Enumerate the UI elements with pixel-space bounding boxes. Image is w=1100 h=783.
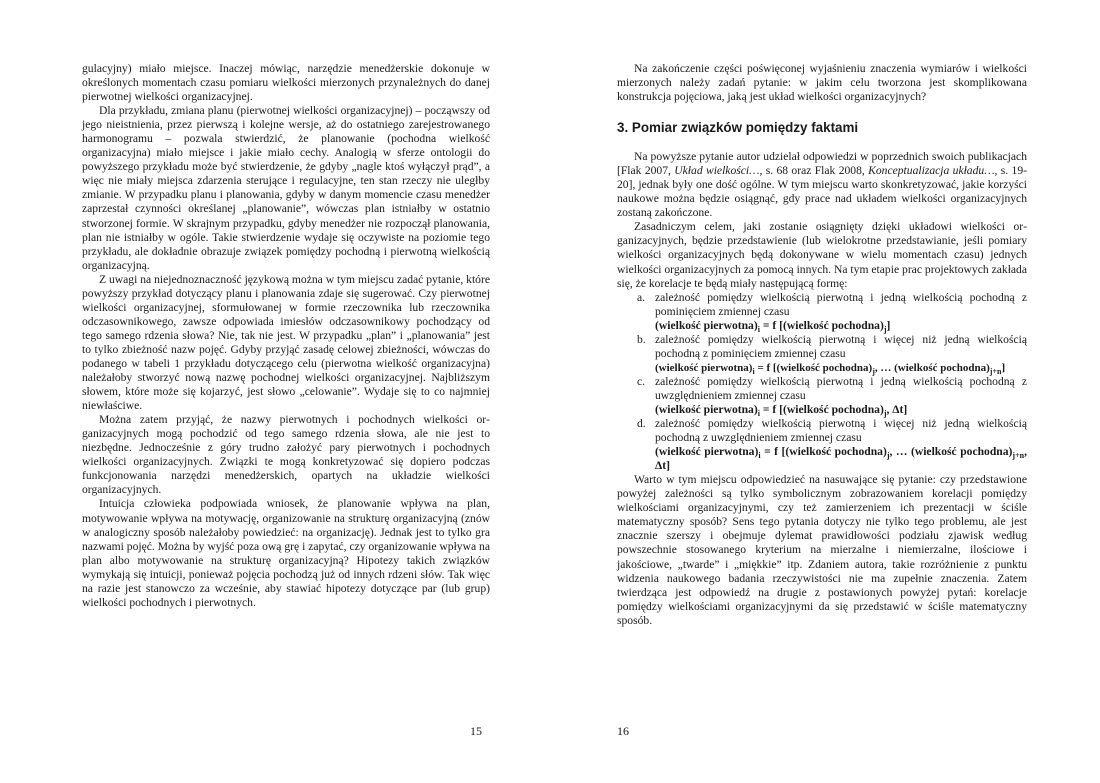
list-item-text: zależność pomiędzy wielkością pierwotną i jedną wielkością pochodną z pominięciem zmiennej czasu xyxy=(655,290,1027,318)
paragraph: Dla przykładu, zmiana planu (pierwotnej wielkości organizacyjnej) – począwszy od jego nieistnienia, przez pierwszą i kolejne wersje, aż do ostatniego zarejestrowanego harmonogramu – pozwala stwierdzić, że planowanie (pochodna wielkość organizacyjna) miało miejsce i jakie miało cechy. Analogią w sferze ontologii do powyższego przykładu może być stwierdzenie, że gdyby „nagle ktoś wyłączył prąd”, a więc nie miały miejsca zdarzenia sterujące i regulacyjne, ten stan rzeczy nie uległby zmianie. W przypadku planu i planowania, gdyby w danym momencie czasu menedżer zaprzestał czynności określanej „planowanie”, wówczas plan istniałby w ostatnio stworzonej formie. W skrajnym przypadku, gdyby menedżer nie rozpoczął planowania, plan nie istniałby w ogóle. Takie stwierdzenie wydaje się oczywiste na poziomie tego przykładu, ale dokładnie obrazuje związek pomiędzy pochodną i pierwotną wielkością organizacyjną. xyxy=(82,104,490,272)
formula-subscript: i xyxy=(757,408,760,418)
formula-part: = f [(wielkość pochodna) xyxy=(759,318,884,332)
list-item xyxy=(617,375,1027,417)
formula-part: (wielkość pierwotna) xyxy=(655,402,758,416)
page-number-left: 15 xyxy=(470,724,482,738)
formula-part: , … (wielkość pochodna) xyxy=(889,445,1013,459)
paragraph-with-citation xyxy=(617,150,1027,220)
paragraph: Można zatem przyjąć, że nazwy pierwotnych i pochodnych wielkości organizacyjnych mogą pochodzić od tego samego rdzenia słowa, ale nie jest to niezbędne. Jednocześnie z góry trudno założyć pary pierwotnych i pochodnych wielkości organizacyjnych. Związki te mogą konkretyzować się dopiero podczas funkcjonowania narzędzi menedżerskich, opartych na układzie wielkości organizacyjnych. xyxy=(82,413,490,497)
formula-part: ] xyxy=(886,318,891,332)
formula-subscript: j xyxy=(883,408,887,418)
citation-title: Układ wielkości… xyxy=(674,164,760,178)
list-item xyxy=(617,333,1027,375)
paragraph: Z uwagi na niejednoznaczność językową można w tym miejscu zadać pytanie, które powyższy przykład dotyczący planu i planowania zdaje się sugerować. Czy pierwotnej wielkości organizacyjnej, sformułowanej w formie rzeczownika lub rzeczownika odczasownikowego, zawsze odpowiada imiesłów odczasownikowy pochodzący od tego samego rdzenia słowa? Nie, tak nie jest. W przypadku „plan” i „planowania” jest to tylko zbieżność nazw pojęć. Gdyby przyjąć zasadę celowej zbieżności, wówczas do podanego w tabeli 1 przykładu dotyczącego celu (pierwotna wielkość organizacyjna) należałoby stworzyć nową nazwę pochodnej wielkości organizacyjnej. Najbliższym słowem, które może się kojarzyć, jest słowo „celowanie”. Wydaje się to co najmniej niewłaściwe. xyxy=(82,272,490,413)
left-page-text xyxy=(82,62,490,610)
formula-part: ] xyxy=(1001,361,1006,374)
paragraph: Zasadniczym celem, jaki zostanie osiągnięty dzięki układowi wielkości organizacyjnych, będzie przedstawienie (lub wielokrotne przedstawianie, jeśli pomiary wielkości organizacyjnych będą dokonywane w wielu momentach czasu) jednych wielkości organizacyjnych za pomocą innych. Na tym etapie prac projektowych zakłada się, że korelacje te będą miały następującą formę: xyxy=(617,220,1027,290)
formula-part: = f [(wielkość pochodna) xyxy=(759,402,884,416)
list-item xyxy=(617,291,1027,333)
formula-part: , Δt] xyxy=(886,402,908,416)
list-marker: a. xyxy=(637,290,646,304)
page-number-right: 16 xyxy=(617,724,629,738)
formula xyxy=(655,445,1027,473)
formula-subscript: i xyxy=(758,451,761,461)
formula-subscript: i xyxy=(757,324,760,334)
formula-subscript: j+n xyxy=(989,366,1002,376)
list-item-text: zależność pomiędzy wielkością pierwotną i jedną wielkością pochodną z uwzględnieniem zmiennej czasu xyxy=(655,374,1027,402)
list-item-text: zależność pomiędzy wielkością pierwotną i więcej niż jedną wielkością pochodną z pominięciem zmiennej czasu xyxy=(655,332,1027,360)
section-heading: 3. Pomiar związków pomiędzy faktami xyxy=(617,120,859,136)
list-item xyxy=(617,417,1027,473)
paragraph: gulacyjny) miało miejsce. Inaczej mówiąc, narzędzie menedżerskie dokonuje w określonych momentach czasu pomiaru wielkości mierzonych przynależnych do danej pierwotnej wielkości organizacyjnej. xyxy=(82,62,490,104)
formula-part: , Δt] xyxy=(655,445,1027,473)
formula-part: = f [(wielkość pochodna) xyxy=(754,361,873,374)
formula xyxy=(655,403,1027,417)
text-run: Na powyższe pytanie autor udzielał odpowiedzi w poprzednich swoich publikacjach [Flak 2007, xyxy=(617,150,1027,178)
right-page-text xyxy=(617,62,1027,628)
text-run: , s. 68 oraz Flak 2008, xyxy=(759,164,869,178)
paragraph: Intuicja człowieka podpowiada wniosek, że planowanie wpływa na plan, motywowanie wpływa na motywację, organizowanie na strukturę organizacyjną (znów w analogiczny sposób należałoby powiedzieć: na organizację). Jednak jest to tylko gra nazwami pojęć. Można by wyjść poza ową grę i zapytać, czy organizowanie wpływa na plan albo motywowanie na strukturę organizacyjną? Hipotezy takich związków wymykają się intuicji, ponieważ pojęcia pochodzą już od innych rdzeni słów. Tak więc na razie jest stanowczo za wcześnie, aby stawiać hipotezy dotyczące par (lub grup) wielkości pochodnych i pierwotnych. xyxy=(82,497,490,609)
formula xyxy=(655,319,1027,333)
formula-part: (wielkość pierwotna) xyxy=(655,318,758,332)
list-item-text: zależność pomiędzy wielkością pierwotną i więcej niż jedną wielkością pochodną z uwzględnieniem zmiennej czasu xyxy=(655,417,1027,445)
formula xyxy=(655,361,1027,375)
formula-subscript: i xyxy=(752,366,755,376)
text-run: , s. 19-20], jednak były one dość ogólne. W tym miejscu warto skonkretyzować, jakie korzyści naukowe można będzie osiągnąć, gdy prace nad układem wielkości organizacyjnych zostaną zakończone. xyxy=(617,164,1027,220)
formula-part: (wielkość pierwotna) xyxy=(655,445,759,459)
formula-subscript: j xyxy=(872,366,875,376)
formula-subscript: j xyxy=(883,324,887,334)
paragraph: Warto w tym miejscu odpowiedzieć na nasuwające się pytanie: czy przedstawione powyżej zależności są tylko symbolicznym zobrazowaniem korelacji pomiędzy wielkościami organizacyjnymi, czy też zamierzeniem ich prezentacji w ściśle matematyczny sposób? Sens tego pytania dotyczy nie tylko tego problemu, ale jest znacznie szerszy i obejmuje dylemat prawidłowości podziału zjawisk według powszechnie stosowanego kryterium na mierzalne i niemierzalne, ilościowe i jakościowe, „twarde” i „miękkie” itp. Zdaniem autora, takie rozróżnienie z punktu widzenia naukowego badania rzeczywistości nie ma zupełnie znaczenia. Zatem twierdząca jest odpowiedź na drugie z postawionych powyżej pytań: korelacje pomiędzy wielkościami organizacyjnymi da się przedstawić w ściśle matematyczny sposób. xyxy=(617,473,1027,627)
list-marker: c. xyxy=(637,374,646,388)
paragraph: Na zakończenie części poświęconej wyjaśnieniu znaczenia wymiarów i wielkości mierzonych należy zadań pytanie: w jakim celu tworzona jest skomplikowana konstrukcja pojęciowa, jaką jest układ wielkości organizacyjnych? xyxy=(617,62,1027,104)
list-marker: d. xyxy=(637,417,646,431)
citation-title: Konceptualizacja układu… xyxy=(868,164,995,178)
formula-subscript: j+n xyxy=(1012,451,1025,461)
formula-part: , … (wielkość pochodna) xyxy=(874,361,990,374)
list-marker: b. xyxy=(637,332,646,346)
correlation-list xyxy=(617,291,1027,474)
formula-part: = f [(wielkość pochodna) xyxy=(760,445,887,459)
formula-subscript: j xyxy=(886,451,890,461)
formula-part: (wielkość pierwotna) xyxy=(655,361,753,374)
